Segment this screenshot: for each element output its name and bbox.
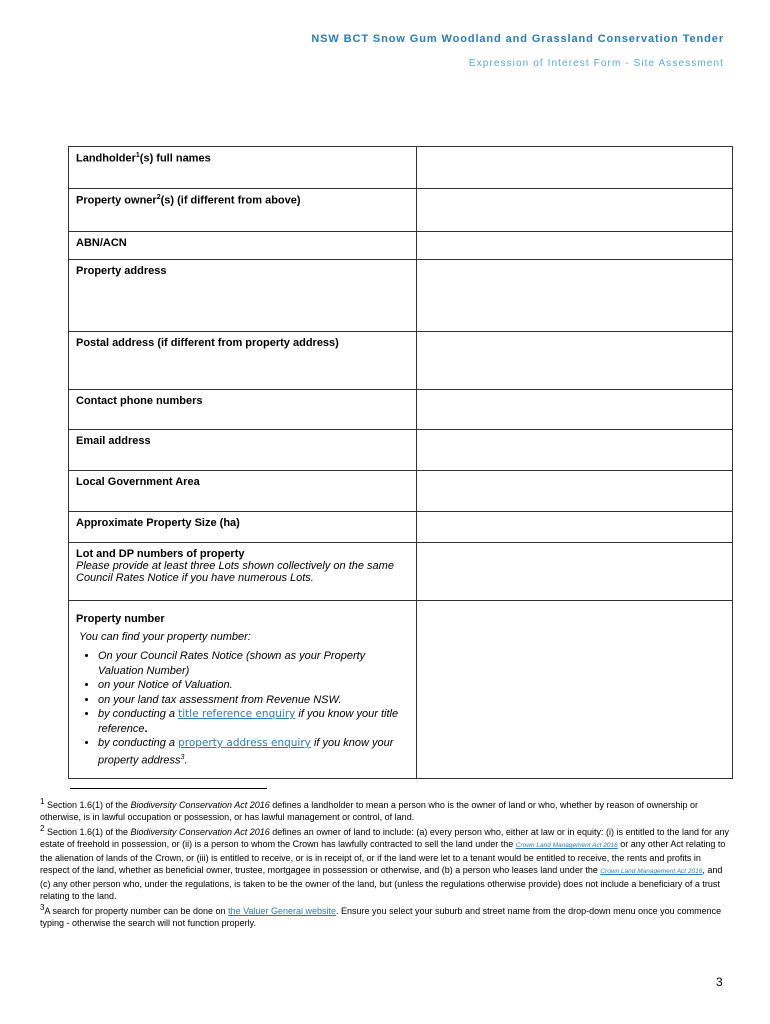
lot-dp-field[interactable] [417, 543, 733, 601]
eoi-form-table [68, 146, 733, 779]
lga-field[interactable] [417, 471, 733, 512]
footnotes [40, 796, 730, 929]
valuer-general-link[interactable]: the Valuer General website [228, 906, 336, 916]
list-item-end: . [144, 722, 148, 735]
contact-phone-label: Contact phone numbers [69, 390, 417, 430]
act-name: Biodiversity Conservation Act 2016 [130, 827, 270, 837]
list-item-text: by conducting a [98, 708, 179, 720]
row-contact-phone [69, 390, 733, 430]
document-title: NSW BCT Snow Gum Woodland and Grassland Conservation Tender [311, 33, 724, 45]
row-landholder [69, 147, 733, 189]
footnote-number: 2 [40, 824, 45, 833]
list-item-text: by conducting a [98, 737, 179, 749]
list-item-text: if you know your title reference [98, 708, 399, 735]
page-number: 3 [716, 975, 723, 989]
property-number-label: Property number [76, 613, 165, 625]
footnote-ref-2[interactable]: 2 [156, 194, 161, 201]
property-number-field[interactable] [417, 601, 733, 779]
email-field[interactable] [417, 430, 733, 471]
lot-dp-label: Lot and DP numbers of property [76, 548, 245, 560]
property-size-label: Approximate Property Size (ha) [69, 512, 417, 543]
row-lot-dp [69, 543, 733, 601]
property-owner-field[interactable] [417, 189, 733, 232]
row-property-owner [69, 189, 733, 232]
footnote-text: , and (c) any other person who, under the regulations, is taken to be the owner of the land, but (unless the regulations otherwise provide) does not include a beneficiary of a trust relating to the land. [40, 865, 723, 901]
landholder-label-text: Landholder [76, 152, 136, 165]
landholder-label [69, 147, 417, 189]
property-number-intro: You can find your property number: [79, 631, 251, 643]
property-owner-label-suffix: (s) (if different from above) [160, 194, 301, 207]
property-address-field[interactable] [417, 260, 733, 332]
lga-label: Local Government Area [69, 471, 417, 512]
property-address-enquiry-link[interactable]: property address enquiry [178, 737, 311, 749]
list-item-end: . [184, 754, 188, 767]
list-item [98, 707, 409, 736]
footnote-text: . Ensure you select your suburb and street name from the drop-down menu once you commence typing - otherwise the search will not function properly. [40, 906, 722, 928]
property-size-field[interactable] [417, 512, 733, 543]
row-property-address [69, 260, 733, 332]
postal-address-field[interactable] [417, 332, 733, 390]
footnote-text: Section 1.6(1) of the [44, 827, 131, 837]
row-property-number [69, 601, 733, 779]
property-number-cell [69, 601, 417, 779]
lot-dp-note: Please provide at least three Lots shown collectively on the same Council Rates Notice if you have numerous Lots. [76, 560, 394, 584]
list-item: • on your Notice of Valuation. [98, 678, 409, 693]
document-subtitle: Expression of Interest Form - Site Assessment [468, 58, 724, 69]
row-email [69, 430, 733, 471]
property-owner-label [69, 189, 417, 232]
footnote-separator [70, 788, 267, 789]
crown-land-act-link[interactable]: Crown Land Management Act 2016 [515, 842, 618, 849]
landholder-field[interactable] [417, 147, 733, 189]
footnote-text: or any other Act relating to the alienation of lands of the Crown, or (iii) is entitled to receive, or is in receipt of, or if the land were let to a tenant would be entitled to receive, the rents and profits in respect of the land, whether as beneficial owner, trustee, mortgagee in possession or otherwise, and (b) a person who leases land under the [40, 839, 726, 875]
contact-phone-field[interactable] [417, 390, 733, 430]
row-abn [69, 232, 733, 260]
property-address-label: Property address [69, 260, 417, 332]
property-number-list [76, 649, 409, 768]
abn-label: ABN/ACN [69, 232, 417, 260]
property-owner-label-text: Property owner [76, 194, 157, 207]
footnote-1 [40, 796, 730, 823]
crown-land-act-link[interactable]: Crown Land Management Act 2016 [600, 868, 703, 875]
footnote-number: 1 [40, 797, 45, 806]
row-lga [69, 471, 733, 512]
footnote-text: defines an owner of land to include: (a) every person who, either at law or in equity: (i) is entitled to the land for any estate of freehold in possession, or (ii) is a person to whom the Crown has lawfully contracted to sell the land under the [40, 827, 730, 849]
title-reference-enquiry-link[interactable]: title reference enquiry [178, 708, 296, 720]
list-item [98, 736, 409, 768]
abn-field[interactable] [417, 232, 733, 260]
footnote-number: 3 [40, 903, 45, 912]
footnote-ref-3[interactable]: 3 [180, 753, 185, 761]
footnote-text: A search for property number can be done on [44, 906, 229, 916]
footnote-text: Section 1.6(1) of the [44, 800, 131, 810]
lot-dp-cell [69, 543, 417, 601]
footnote-ref-1[interactable]: 1 [135, 152, 140, 159]
row-property-size [69, 512, 733, 543]
list-item: • On your Council Rates Notice (shown as your Property Valuation Number) [98, 649, 409, 678]
act-name: Biodiversity Conservation Act 2016 [130, 800, 270, 810]
footnote-2 [40, 823, 730, 902]
landholder-label-suffix: (s) full names [139, 152, 211, 165]
postal-address-label: Postal address (if different from property address) [69, 332, 417, 390]
row-postal-address [69, 332, 733, 390]
list-item: • on your land tax assessment from Revenue NSW. [98, 693, 409, 708]
footnote-text: defines a landholder to mean a person who is the owner of land or who, whether by reason of ownership or otherwise, is in lawful occupation or possession, or has lawful management or control, of land. [40, 800, 699, 822]
email-label: Email address [69, 430, 417, 471]
list-item-text: if you know your property address [98, 737, 394, 767]
footnote-3 [40, 902, 730, 929]
